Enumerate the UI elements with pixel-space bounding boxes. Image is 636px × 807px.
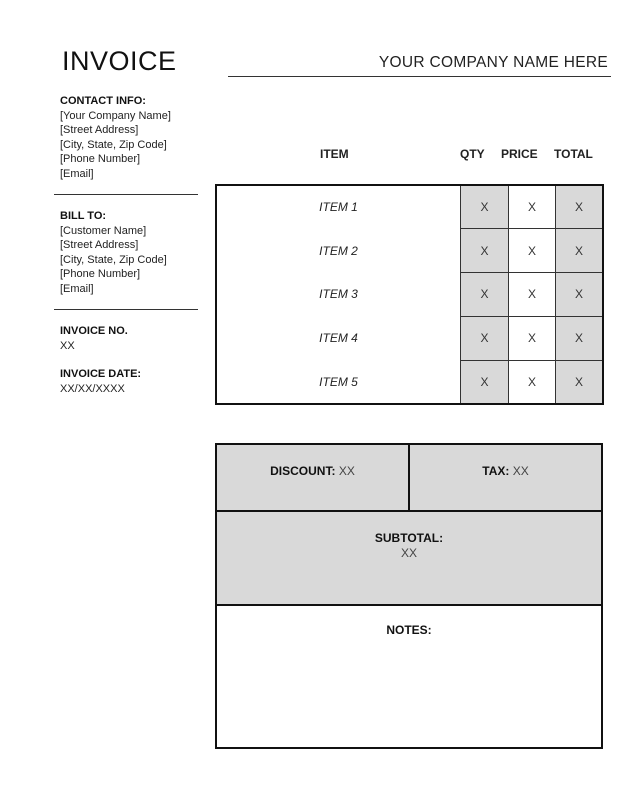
- total-cell: [556, 186, 603, 229]
- notes-label: NOTES:: [386, 623, 432, 637]
- total-cell: [556, 316, 603, 360]
- total-value: X: [574, 331, 583, 346]
- qty-cell: [461, 186, 509, 229]
- notes-cell: [217, 606, 601, 747]
- invoice-number-label: INVOICE NO.: [60, 325, 128, 337]
- bill-to-label: BILL TO:: [60, 210, 107, 222]
- discount-value: XX: [338, 464, 355, 478]
- item-name-cell: ITEM 3: [319, 287, 358, 302]
- items-table: [215, 184, 604, 405]
- qty-cell: [461, 360, 509, 403]
- subtotal-cell: [217, 512, 601, 606]
- discount-label: DISCOUNT:: [270, 464, 336, 478]
- contact-info-label: CONTACT INFO:: [60, 95, 146, 107]
- left-divider: [54, 194, 198, 195]
- bill-to-block: [60, 209, 167, 296]
- bill-to-city-state-zip: [City, State, Zip Code]: [60, 253, 167, 266]
- contact-street-address: [Street Address]: [60, 124, 139, 136]
- bill-to-customer-name: [Customer Name]: [60, 224, 147, 237]
- qty-value: X: [480, 287, 489, 302]
- price-cell: [509, 186, 556, 229]
- price-cell: [509, 316, 556, 360]
- total-value: X: [574, 243, 583, 258]
- item-name-cell: ITEM 4: [319, 331, 358, 346]
- left-divider: [54, 309, 198, 310]
- total-cell: [556, 273, 603, 317]
- subtotal-value: XX: [400, 546, 417, 560]
- column-header-total: TOTAL: [554, 147, 593, 161]
- qty-value: X: [480, 331, 489, 346]
- contact-info-block: [60, 94, 171, 181]
- item-name-cell: ITEM 1: [319, 200, 358, 215]
- contact-email: [Email]: [60, 167, 94, 180]
- summary-box: [215, 443, 603, 749]
- qty-cell: [461, 316, 509, 360]
- price-value: X: [527, 331, 536, 346]
- invoice-date-value: XX/XX/XXXX: [60, 382, 125, 395]
- total-value: X: [574, 200, 583, 214]
- header-divider: [228, 76, 611, 77]
- table-row: [217, 186, 602, 229]
- price-cell: [509, 229, 556, 273]
- qty-cell: [461, 273, 509, 317]
- invoice-number-block: [60, 324, 128, 353]
- tax-label: TAX:: [482, 464, 510, 478]
- subtotal-label: SUBTOTAL:: [374, 531, 444, 545]
- qty-value: X: [480, 374, 489, 389]
- total-cell: [556, 229, 603, 273]
- contact-phone: [Phone Number]: [60, 153, 141, 165]
- bill-to-street-address: [Street Address]: [60, 239, 139, 251]
- invoice-number-value: XX: [60, 339, 75, 352]
- qty-cell: [461, 229, 509, 273]
- invoice-date-block: [60, 367, 141, 396]
- table-row: [217, 273, 602, 317]
- contact-city-state-zip: [City, State, Zip Code]: [60, 138, 167, 151]
- column-header-price: PRICE: [501, 147, 538, 161]
- column-header-item: ITEM: [320, 147, 349, 161]
- bill-to-phone: [Phone Number]: [60, 268, 141, 280]
- item-name-cell: ITEM 2: [319, 243, 358, 258]
- total-value: X: [574, 287, 583, 302]
- bill-to-email: [Email]: [60, 282, 94, 295]
- column-header-qty: QTY: [460, 147, 485, 161]
- qty-value: X: [480, 200, 489, 214]
- discount-cell: [217, 445, 410, 510]
- tax-value: XX: [512, 464, 529, 478]
- invoice-date-label: INVOICE DATE:: [60, 368, 142, 380]
- price-value: X: [527, 243, 536, 258]
- table-row: [217, 360, 602, 403]
- company-name: YOUR COMPANY NAME HERE: [378, 54, 608, 71]
- tax-cell: [410, 445, 601, 510]
- invoice-title: INVOICE: [62, 46, 177, 76]
- price-value: X: [527, 287, 536, 302]
- price-cell: [509, 360, 556, 403]
- price-value: X: [527, 374, 536, 389]
- discount-tax-row: [217, 445, 601, 512]
- total-cell: [556, 360, 603, 403]
- contact-company-name: [Your Company Name]: [60, 109, 171, 122]
- price-value: X: [527, 200, 536, 214]
- item-name-cell: ITEM 5: [319, 374, 358, 389]
- total-value: X: [574, 374, 583, 389]
- table-row: [217, 229, 602, 273]
- price-cell: [509, 273, 556, 317]
- table-row: [217, 316, 602, 360]
- qty-value: X: [480, 243, 489, 258]
